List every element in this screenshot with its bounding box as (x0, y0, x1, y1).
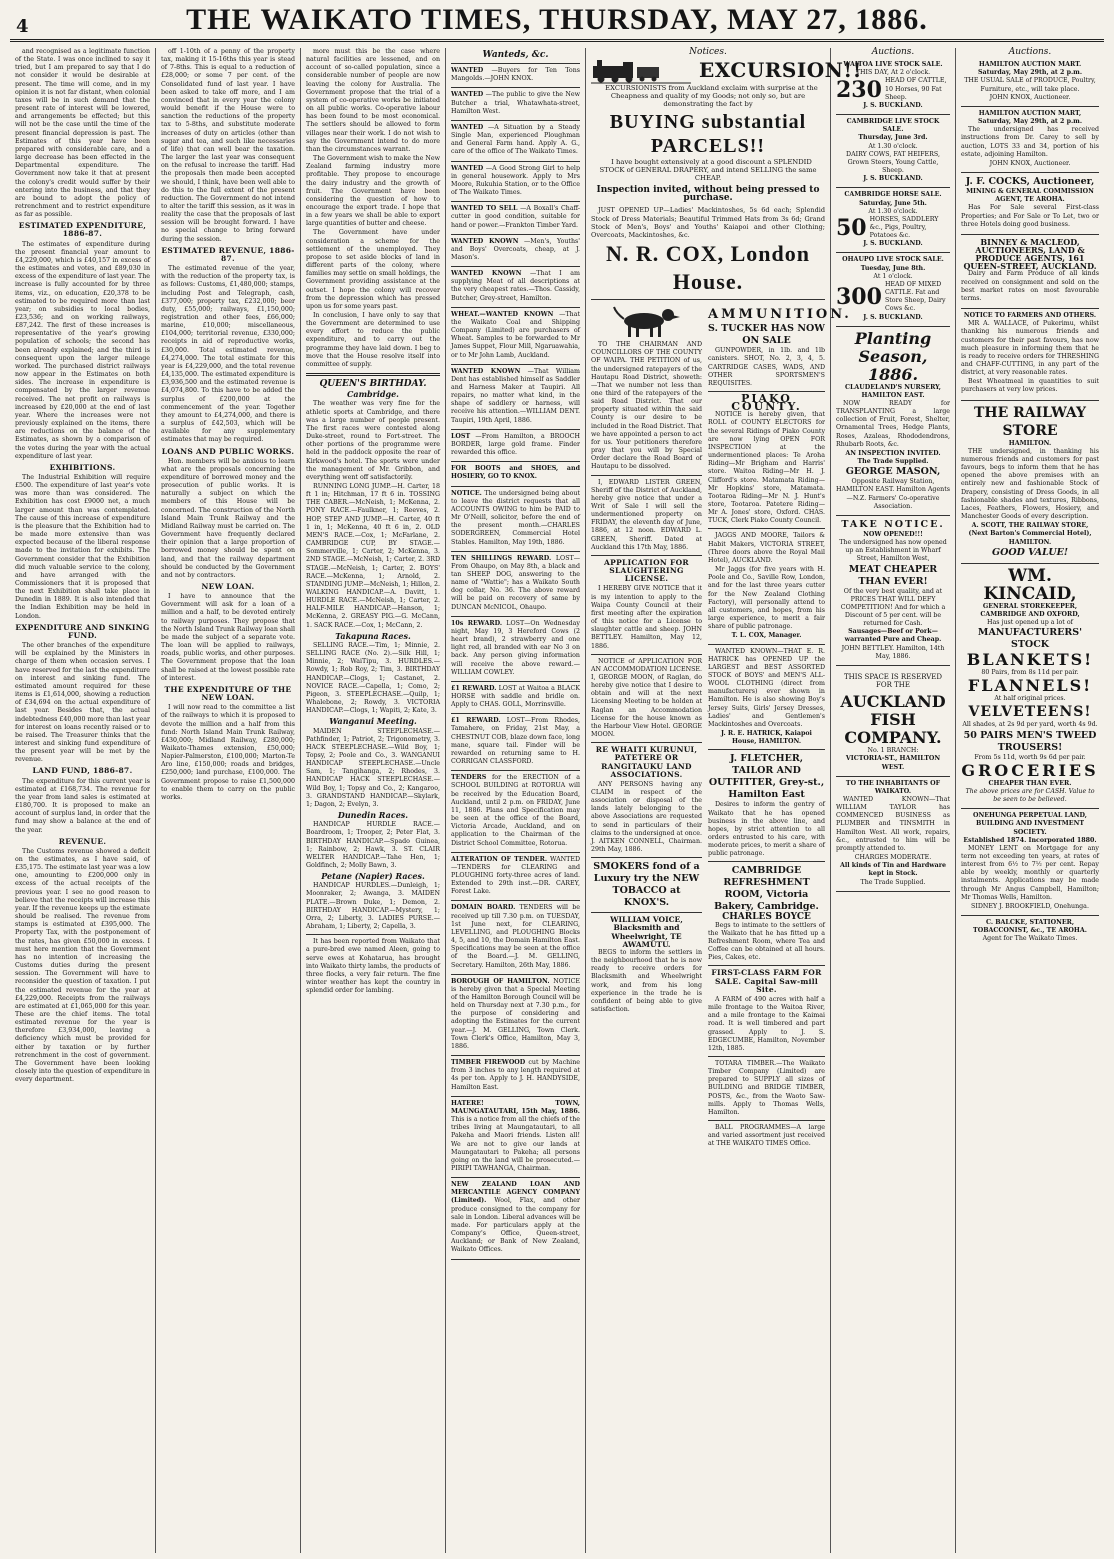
ad-title: TENDERS (451, 774, 487, 782)
classified-ad (451, 162, 580, 203)
article-paragraph: The Industrial Exhibition will require £500. The expenditure of last year's vote was more than was considered. The Exhibition has cost £9000 net, a much larger amount than was contemplated. The cause of this increase of expenditure is the pleasure that the Exhibition had to be made more extensive than was expected because of the liberal response made to the invitation for exhibits. The Government consider that the Exhibition did much valuable service to the colony, and have arranged with the Commissioners that it is proposed that the next Exhibition shall take place in Dunedin in 1889. It is also intended that the Indian Exhibition may be held in London. (15, 473, 150, 620)
branch-line: No. 1 BRANCH: (867, 747, 919, 755)
ad-body: —From Hamilton, a BROOCH BORDER, large gold frame. Finder rewarded this office. (451, 432, 580, 457)
ad-body: LOST—From Ohaupo, on May 8th, a black and tan SHEEP DOG, answering to the name of "Wattie"; has a Waikato South dog collar, No. 36. The above reward will be paid on recovery of same by DUNCAN McNICOL, Ohaupo. (451, 554, 580, 611)
classified-ad (451, 1178, 580, 1259)
article-paragraph: The estimates of expenditure during the present financial year amount to £4,229,000, which is £40,157 in excess of the estimates and votes, and £89,030 in excess of the expenditure of last year. The increase is fully accounted for by three items, viz., on education, £20,378 to be estimated to be required more than last year; on subsidies to local bodies, £23,536; and on working railways, £87,242. The first of these increases is representative of the year's growing population of schools; the second has been already explained; and the third is consequent upon the larger mileage worked. The purchased district railways now appear in the Estimates on both sides. The increase in expenditure is compensated by the larger revenue received. The net profit on railways is increased by £20,000 at the end of last year. Where the increases were not previously explained on the items, there are reductions on the balance of the Estimates, as shown by a comparison of the votes during the year with the actual expenditure of last year. (15, 240, 150, 460)
race-results: SELLING RACE.—Tim, 1; Minnie, 2. SELLING RACE (No. 2).—Silk Hill, 1; Minnie, 2; WaiTipu, 3. HURDLES.—Rowdy, 1; Rob Roy, 2; Tim, 3. BIRTHDAY HANDICAP.—Clogs, 1; Castanet, 2. NOVICE RACE.—Capella, 1; Como, 2; Pigeon, 3. STEEPLECHASE.—Quilp, 1; Whalebone, 2; Rowdy, 3. VICTORIA HANDICAP.—Clogs, 1; Wapiti, 2; Kate, 3. (306, 641, 440, 715)
groceries-heading: GROCERIES (961, 760, 1099, 780)
ad-title: WANTED (451, 123, 484, 131)
divider (708, 861, 825, 862)
auckland-word: AUCKLAND (840, 692, 946, 712)
balcke-ad (961, 916, 1099, 947)
ammunition-heading: AMMUNITION. (708, 307, 852, 323)
divider (591, 475, 702, 476)
railway-store-ad (961, 401, 1099, 564)
voice-text: BEGS to inform the settlers in the neighbourhood that he is now ready to receive orders for Blacksmith and Wheelwright work, and from his long experience in the trade he is confident of being able to give satisfaction. (591, 948, 702, 1013)
divider (591, 857, 702, 858)
cox-manager: T. L. COX, Manager. (731, 632, 802, 640)
onehunga-estab: Established 1874. Incorporated 1880. (963, 836, 1097, 844)
jaggs-ad: JAGGS AND MOORE, Tailors & Habit Makers, VICTORIA STREET, (Three doors above the Royal Mail Hotel), AUCKLAND. (708, 532, 825, 564)
divider (708, 1056, 825, 1057)
ad-body: —That the Waikato Coal and Shipping Company (Limited) are purchasers of Wheat. Samples to be forwarded to Mr James Suppet, Flour Mill, Ngaruawahia, or to Mr John Lamb, Auckland. (451, 310, 580, 359)
kincaid-text: Has just opened up a lot of (987, 618, 1073, 626)
nursery-ad (836, 327, 950, 516)
balcke-name: C. BALCKE, STATIONER, TOBACCONIST, &c., TE AROHA. (973, 919, 1087, 935)
tinware-line: All kinds of Tin and Hardware kept in Stock. (839, 862, 947, 878)
ad-body: —That I am supplying Meat of all descriptions at the very cheapest rates.—Thos. Cassidy, Butcher, Grey-street, Hamilton. (451, 270, 580, 302)
auctions-heading: Auctions. (871, 47, 915, 57)
ad-title: FOR BOOTS and SHOES, and HOSIERY, GO TO KNOX. (451, 465, 580, 481)
article-paragraph: Hon. members will be anxious to learn what are the proposals concerning the expenditure of borrowed money and the prosecution of public works. It is naturally a subject on which the members of this House will be concerned. The construction of the North Island Main Trunk Railway and the Midland Railway must be carried on. The Government have frequently declared their opinion that a large proportion of borrowed money should be spent on land, and that the railway department should be conducted by the Government and not by contractors. (161, 457, 295, 579)
just-opened-text: JUST OPENED UP—Ladies' Mackintoshes, 5s 6d each; Splendid Stock of Dress Materials; Beautiful Trimmed Hats from 3s 6d; Grand Stock of Men's, Boys' and Youths' Kaiapoi and other Clothing; Overcoats, Mackintoshes, &c. (591, 206, 825, 239)
manufacturers-stock: MANUFACTURERS' STOCK (977, 627, 1083, 651)
classified-ad (451, 552, 580, 617)
column-3 (301, 48, 446, 1553)
section-heading-wanganui: Wanganui Meeting. (329, 716, 417, 727)
horse-title: CAMBRIDGE HORSE SALE. (844, 191, 942, 199)
blankets-heading: BLANKETS! (966, 650, 1094, 670)
totara-text: TOTARA TIMBER.—The Waikato Timber Company (Limited) are prepared to SUPPLY all sizes of BUILDING and BRIDGE TIMBER, POSTS, &c., from the Waoto Saw-mills. Apply to Thomas Wells, Hamilton. (708, 1059, 825, 1116)
auctioneer-name: J. S. BUCKLAND. (863, 313, 923, 321)
horse-sale (836, 188, 950, 253)
classified-ads-list (451, 48, 580, 1260)
auctioneer-name: J. S. BUCKLAND. (863, 175, 923, 183)
classified-ad (451, 64, 580, 88)
auctions-heading-2: Auctions. (1008, 47, 1052, 57)
cocks-name: J. F. COCKS, Auctioneer, (965, 176, 1095, 188)
jaggs-text: Mr Jaggs (for five years with H. Poole and Co., Saville Row, London, and for the last three years cutter for the New Zealand Clothing Factory), will personally attend to all customers, and hopes, from his large experience, to merit a fair share of public patronage. (708, 566, 825, 631)
classified-ad (451, 682, 580, 714)
trade-supplied-2: The Trade Supplied. (860, 878, 926, 886)
ad-title: NOTICE. (451, 489, 482, 497)
column-1 (10, 48, 156, 1553)
cambridge-time: At 1.30 o'clock. (868, 142, 918, 150)
refreshment-heading: CAMBRIDGE REFRESHMENT ROOM, Victoria Bakery, Cambridge. (714, 865, 819, 913)
race-results: RUNNING LONG JUMP.—H. Carter, 18 ft 1 in; Hitchman, 17 ft 6 in. TOSSING THE CABER.—McNeish, 1; McKenna, 2. PONY RACE.—Faulkner, 1; Reeves, 2. HOP, STEP AND JUMP.—H. Carter, 40 ft 1 in, 1; McKenna, 40 ft 6 in, 2. OLD MEN'S RACE.—Cox, 1; McFarlane, 2. CAMBRIDGE CUP, BY STAGE.—Sommerville, 1; Carter, 2; McKenna, 3. 2ND STAGE.—McNeish, 1; Carter, 2. 3RD STAGE.—McNeish, 1; Carter, 2. BOYS' RACE.—McKenna, 1; Arnold, 2. STANDING JUMP.—McNeish, 1; Hillon, 2. WALKING HANDICAP.—A. Davitt, 1. HURDLE RACE.—McNeish, 1; Carter, 2. HALF-MILE HANDICAP.—Hanson, 1; McKenna, 2. GREASY PIG.—G. McCann, 1. SACK RACE.—Cox, 1; McCann, 2. (306, 482, 440, 629)
reserved-line: THIS SPACE IS RESERVED FOR THE (843, 672, 943, 690)
piako-heading: PIAKO COUNTY. (731, 391, 802, 414)
classified-ad (451, 121, 580, 162)
mart-title: HAMILTON AUCTION MART. (978, 61, 1082, 69)
cheaper-line: CHEAPER THAN EVER. (988, 779, 1072, 787)
classified-ad (451, 714, 580, 771)
ad-title: ALTERATION OF TENDER. (451, 855, 548, 863)
fish-company-ad (836, 666, 950, 777)
ohaupo-title: OHAUPO LIVE STOCK SALE. (842, 256, 944, 264)
two-col-notices (591, 303, 852, 1150)
cocks-ad (961, 173, 1099, 235)
classified-ad (451, 1097, 580, 1178)
cambridge-stock: DAIRY COWS, FAT HEIFERS, Grown Steers, Young Cattle, Sheep. (846, 150, 940, 175)
classified-ad (451, 901, 580, 974)
divider (306, 934, 440, 935)
cambridge-day: Thursday, June 3rd. (858, 134, 928, 142)
ad-body: for the ERECTION of a SCHOOL BUILDING at ROTORUA will be received by the Education Board, Auckland, until 2 p.m. on FRIDAY, June 11, 1886. Plans and Specification may be seen at the office of the Board, Victoria Arcade, Auckland, and on application to the Chairman of the District School Committee, Rotorua. (451, 774, 580, 847)
article-paragraph: I have to announce that the Government will ask for a loan of a million and a half, to be devoted entirely to railway purposes. They propose that the North Island Trunk Railway loan shall be made the subject of a separate vote. The loan will be applied to railways, roads, public works, and other purposes. The Government propose that the loan shall be raised at the lowest possible rate of interest. (161, 593, 295, 682)
scott-name: A. SCOTT, THE RAILWAY STORE, (Next Barton's Commercial Hotel), HAMILTON. (968, 522, 1092, 546)
tweed-text: From 5s 11d, worth 9s 6d per pair. (974, 753, 1086, 761)
notices-left (591, 303, 702, 1150)
excursion-text: EXCURSIONISTS from Auckland exclaim with surprise at the Cheapness and quality of my Goods; not only so, but are demonstrating the fact by (605, 84, 818, 109)
ad-title: DOMAIN BOARD. (451, 904, 516, 912)
article-paragraph: The Customs revenue showed a deficit on the estimates, as I have said, of £35,175. The estimate last year was a low one, amounting to £200,000 only in excess of the actual receipts of the previous year. I see no good reason to believe that the receipts will increase this year. If the revenue keeps up the estimate should be realised. The revenue from stamps is estimated at £395,000. The Property Tax, with the postponement of the rates, has given £50,000 in excess. I must here mention that the Government has no intention of increasing the Customs duties during the present session. The Government will have to reconsider the question of taxation. I put the estimated revenue for the year at £4,229,000. Receipts from the railways are estimated at £1,065,000 for this year. These are the chief items. The total estimated revenue for the year is therefore £3,934,000, leaving a deficiency which must be provided for either by taxation or by further retrenchment in the cost of government. The Government have been looking closely into the question of expenditure in every department. (15, 847, 150, 1084)
buying-text: I have bought extensively at a good discount a SPLENDID STOCK of GENERAL DRAPERY, and intend SELLING the same CHEAP. (599, 157, 817, 182)
race-results: HANDICAP HURDLES.—Dunleigh, 1; Moonraker, 2; Awanga, 3. MAIDEN PLATE.—Brown Duke, 1; Demon, 2. BIRTHDAY HANDICAP.—Mystery, 1; Orra, 2; Liberty, 3. LADIES PURSE.—Abraham, 1; Liberty, 2; Capella, 3. (306, 882, 440, 931)
plumber-ad (836, 777, 950, 892)
section-heading: THE EXPENDITURE OF THE NEW LOAN. (164, 684, 292, 703)
whaiti-heading: RE WHAITI KURUNUI, PATETERE OR RANGITAUKU LAND ASSOCIATIONS. (595, 745, 698, 779)
ad-body: LOST at Waitoa a BLACK HORSE with saddle and bridle on. Apply to CHAS. GOLL, Morrinsville. (451, 684, 580, 709)
ad-title: WHEAT.—WANTED KNOWN (451, 310, 554, 318)
classified-ad (451, 1056, 580, 1097)
plumber-text: WANTED KNOWN—That WILLIAM TAYLOR has COMMENCED BUSINESS as PLUMBER and TINSMITH in Hamilton West. All work, repairs, &c., entrusted to him will be promptly attended to. (836, 796, 950, 852)
divider (591, 654, 702, 655)
waitoa-stock-text: HEAD OF CATTLE, 10 Horses, 90 Fat Sheep. (884, 77, 947, 101)
section-heading: ESTIMATED EXPENDITURE, 1886-87. (18, 221, 147, 239)
article-paragraph: The estimated revenue of the year, with the reduction of the property tax, is as follows: Customs, £1,480,000; stamps, including Post and Telegraph, cash, £377,000; property tax, £232,000; beer duty, £55,000; railways, £1,150,000; registration and other fees, £66,000; marine, £10,000; miscellaneous, £104,000; territorial revenue, £330,000; receipts in aid of reproductive works, £30,000. Total estimated revenue, £4,274,000. The total estimate for this year is £4,229,000, and the total revenue £4,135,000. The estimated expenditure is £3,936,500 and the estimated revenue is £4,074,800. To this have to be added the surplus of £200,000 at the commencement of the year. Together they amount to £4,274,000, and there is a surplus of £42,503, which will be available for any supplementary estimates that may be required. (161, 265, 295, 444)
divider (708, 965, 825, 966)
section-heading: REVENUE. (58, 836, 107, 846)
bettley-sign: JOHN BETTLEY. Hamilton, 14th May, 1886. (841, 644, 945, 660)
meat-text: Of the very best quality, and at PRICES THAT WILL DEFY COMPETITION! And for which a Discount of 5 per cent. will be returned for Cash. (840, 587, 946, 628)
ohaupo-count: 300 (836, 284, 882, 311)
classified-ad (451, 617, 580, 682)
railway-store-sub: HAMILTON. (1008, 439, 1052, 447)
cox-london-house: N. R. COX, London House. (605, 241, 811, 295)
classified-ad (451, 462, 580, 486)
dog-icon (612, 305, 682, 339)
smokers-ad: SMOKERS fond of a Luxury try the NEW TOBACCO at KNOX'S. (593, 861, 700, 909)
inspection-line: Inspection invited, without being pressed to purchase. (596, 185, 820, 204)
fletcher-heading: J. FLETCHER, TAILOR AND OUTFITTER, Grey-st., Hamilton East (708, 753, 825, 801)
ad-body: TENDERS will be received up till 7.30 p.m. on TUESDAY, 1st June next, for CLEARING, LEVELLING, and PLOUGHING Blocks 4, 5, and 10, the Domain Hamilton East. Specifications may be seen at the office of the Board.—J. M. GELLING, Secretary. Hamilton, 26th May, 1886. (451, 904, 580, 969)
classified-ad (451, 853, 580, 902)
column-2 (156, 48, 301, 1553)
farm-heading: FIRST-CLASS FARM FOR SALE. Capital Saw-mill Site. (711, 968, 822, 994)
article-paragraph: In conclusion, I have only to say that the Government are determined to use every effort to reduce the public expenditure, and to carry out the programme they have laid down. I beg to move that the House resolve itself into committee of supply. (306, 312, 440, 368)
mart-auctioneer: JOHN KNOX, Auctioneer. (989, 93, 1071, 101)
ad-title: TEN SHILLINGS REWARD. (451, 554, 552, 562)
onehunga-ad (961, 809, 1099, 916)
section-heading: ESTIMATED REVENUE, 1886-87. (161, 245, 295, 263)
auctioneer-name: J. S. BUCKLAND. (863, 240, 923, 248)
sausages-line: Sausages—Beef or Pork—warranted Pure and Cheap. (844, 628, 942, 644)
ad-title: WANTED (451, 91, 484, 99)
classified-ad (451, 235, 580, 267)
mason-name: GEORGE MASON, (845, 466, 941, 478)
excursion-banner (591, 58, 862, 84)
article-paragraph: The Government have under consideration a scheme for the settlement of the unemployed. They propose to set aside blocks of land in different parts of the colony, where families may settle on small holdings, the Government providing assistance at the outset. I hope the colony will recover from the depression which has pressed upon us for some years past. (306, 229, 440, 310)
waitoa-sale (836, 58, 950, 115)
divider (708, 1120, 825, 1121)
mining-agent: MINING & GENERAL COMMISSION AGENT, TE AROHA. (966, 188, 1094, 204)
ad-title: HATERE! TOWN, MAUNGATAUTARI, 15th May, 1886. (451, 1099, 580, 1115)
moderate-charges: CHARGES MODERATE. (854, 854, 932, 862)
farmers-heading: NOTICE TO FARMERS AND OTHERS. (963, 312, 1097, 320)
divider (708, 644, 825, 645)
section-heading: NEW LOAN. (201, 582, 255, 591)
green-sheriff-text: I, EDWARD LISTER GREEN, Sheriff of the District of Auckland, hereby give notice that under a Writ of Sale I will sell the undermentioned property on FRIDAY, the eleventh day of June, 1886, at 12 noon. EDWARD L. GREEN, Sheriff. Dated at Auckland this 17th May, 1886. (591, 478, 702, 551)
auction-mart-1 (961, 58, 1099, 107)
ad-title: BOROUGH OF HAMILTON. (451, 977, 550, 985)
article-paragraph: It has been reported from Waikato that a pure-bred ewe named Aleen, going to serve ewes at Kohatarua, has brought into Waikato thirty lambs, the products of three flocks, a very fair return. The fine winter weather has kept the country in splendid order for lambing. (306, 938, 440, 995)
ad-title: WANTED KNOWN (451, 237, 519, 245)
inhabitants-heading: TO THE INHABITANTS OF WAIKATO. (845, 779, 941, 795)
binney-text: Dairy and Farm Produce of all kinds received on consignment and sold on the best market rates on most favourable terms. (961, 270, 1099, 302)
classified-ad (451, 430, 580, 462)
tweed-heading: 50 PAIRS MEN'S TWEED TROUSERS! (963, 729, 1097, 753)
hatrick-text: WANTED KNOWN—THAT E. R. HATRICK has OPENED UP the LARGEST and BEST ASSORTED STOCK of BOYS' and MEN'S ALL-WOOL CLOTHING (direct from manufacturers) ever shown in Hamilton. He is also showing Boy's Jersey Suits, Girls' Jersey Dresses, Ladies' and Gentlemen's Mackintoshes and Overcoats. (708, 647, 825, 728)
dog-illustration (591, 305, 702, 339)
article-paragraph: The Government wish to make the New Zealand farming industry more profitable. They propose to encourage the dairy industry and the growth of fruit. The Government have been considering the question of how to encourage the export trade. I hope that in a few years we shall be able to export large quantities of butter and cheese. (306, 155, 440, 228)
horse-day: Saturday, June 5th. (859, 199, 927, 207)
horse-time: At 1.30 o'clock. (868, 207, 918, 215)
divider (591, 742, 702, 743)
divider (591, 299, 825, 300)
section-subtitle-cambridge: Cambridge. (347, 389, 399, 400)
ad-body: LOST—On Wednesday night, May 19, 3 Hereford Cows (2 heart brand), 2 strawberry and one light red, all branded with ear No 3 on back. Any person giving information will receive the above reward.—WILLIAM COWLEY. (451, 619, 580, 676)
ohaupo-stock (836, 281, 950, 314)
binney-ad (961, 235, 1099, 309)
ad-body: cut by Machine from 3 inches to any length required at 4s per ton. Apply to J. H. HANDYSIDE, Hamilton East. (451, 1059, 580, 1091)
ohaupo-stock-text: HEAD OF MIXED CATTLE. Fat and Store Sheep, Dairy Cows &c. (884, 280, 946, 313)
article-paragraph: I will now read to the committee a list of the railways to which it is proposed to devote the million and a half from this fund: North Island Main Trunk Railway, £430,000; Midland Railway, £280,000; Waikato-Thames extension, £50,000; Napier-Palmerston, £100,000; Marton-Te Aro line, £150,000; roads and bridges, £250,000; land purchase, £100,000. The Government propose to raise £1,500,000 to enable them to carry on the public works. (161, 704, 295, 801)
section-heading: LOANS AND PUBLIC WORKS. (161, 446, 295, 456)
ad-title: £1 REWARD. (451, 717, 501, 725)
ohaupo-time: At 1 o'clock. (873, 272, 913, 280)
section-heading-petane: Petane (Napier) Races. (321, 871, 425, 882)
planting-heading: Planting Season, 1886. (854, 328, 932, 384)
gunpowder-text: GUNPOWDER, in 1lb. and 1lb canisters. SHOT, No. 2, 3, 4, 5. CARTRIDGE CASES, WADS, AND OTHER SPORTSMEN'S REQUISITES. (708, 347, 825, 387)
buying-heading: BUYING substantial PARCELS!! (609, 110, 807, 157)
railway-store-title: THE RAILWAY STORE (973, 404, 1087, 439)
kincaid-sub: GENERAL STOREKEEPER, CAMBRIDGE AND OXFORD, (980, 602, 1080, 618)
ad-title: WANTED (451, 67, 484, 75)
divider (591, 912, 702, 913)
waitoa-title: WAITOA LIVE STOCK SALE. (843, 61, 943, 69)
tucker-heading: S. TUCKER HAS NOW ON SALE (708, 323, 825, 347)
kincaid-ad (961, 564, 1099, 810)
columns (10, 48, 1104, 1553)
classified-ad (451, 975, 580, 1056)
kincaid-name: WM. KINCAID, (983, 565, 1077, 604)
section-title-queens-birthday: QUEEN'S BIRTHDAY. (319, 379, 427, 390)
moon-licence-text: NOTICE of APPLICATION FOR AN ACCOMMODATION LICENSE. I, GEORGE MOON, of Raglan, do hereby give notice that I desire to obtain and will at the next Licensing Meeting to be holden at Raglan an Accommodation License for the house known as the Harbour View Hotel. GEORGE MOON. (591, 657, 702, 739)
article-paragraph: off 1-10th of a penny of the property tax, making it 15-16ths this year is stead of 7-8ths. This is equal to a reduction of £28,000; or some 7 per cent. of the Consolidated fund of last year. I have been asked to take off more, and I am convinced that in every year the colony would benefit if the House were to sanction the reductions of the property tax to 5-8ths, and substitute moderate increases of duty on articles (other than sugar and tea, and such like necessaries of life) that can well bear the taxation. The larger the last year was consequent on the refusal to increase the tariff. Had the proposals then made been accepted we should, I think, have been well able to do this to the full extent of the present reduction. The Government do not intend to alter the tariff this session, as it was in reality the case that the proposals of last session will be brought forward. I have no special change to bring forward during the session. (161, 48, 295, 243)
ad-body: LOST—From Rhodes, Tamahere, on Friday, 21st May, a CHESTNUT COB, blaze down face, long mane, square tail. Finder will be rewarded on returning same to H. CORRIGAN CLASSFORD. (451, 717, 580, 766)
take-notice: TAKE NOTICE. (841, 518, 945, 530)
whaiti-text: ANY PERSONS having any CLAIM in respect of the association or disposal of the lands lately belonging to the above Associations are requested to send in particulars of their claims to the undersigned at once. J. AITKEN CONNELL, Chairman. 29th May, 1886. (591, 780, 702, 854)
victoria-street: VICTORIA-ST., HAMILTON WEST. (845, 755, 941, 771)
ad-body: NOTICE is hereby given that a Special Meeting of the Hamilton Borough Council will be held on Thursday next at 7.30 p.m., for the purpose of considering and adopting the Estimates for the current year.—J. M. GELLING, Town Clerk. Town Clerk's Office, Hamilton, May 3, 1886. (451, 977, 580, 1050)
masthead (10, 3, 1104, 42)
waitoa-day: THIS DAY, At 2 o'clock. (855, 69, 931, 77)
column-7-auctions (956, 48, 1104, 1553)
horse-count: 50 (836, 215, 867, 242)
ad-title: LOST (451, 432, 471, 440)
petition-text: TO THE CHAIRMAN AND COUNCILLORS OF THE COUNTY OF WAIPA. THE PETITION of us, the undersigned ratepayers of the Hautapu Road District, showeth:—That we number not less than one third of the ratepayers of the said Road District. That our property situated within the said County is our desire to be included in the Road District. That we have appointed a person to act for us. Your petitioners therefore pray that you will by Special Order declare the Road Board of Hautapu to be dissolved. (591, 341, 702, 471)
ad-body: Wool, Flax, and other produce consigned to the company for sale in London. Liberal advances will be made. For particulars apply at the Company's Office, Queen-street, Auckland; or Bank of New Zealand, Waikato Offices. (451, 1197, 580, 1254)
article-paragraph: and recognised as a legitimate function of the State. I was once inclined to say it tried, but I am prepared to say that I do not consider it would be desirable at present. The time will come, and in my opinion it is not far distant, when colonial taxes will be in such demand that the present rate of interest will be lowered, and arrangements be effected; but this will not be the case until the time of the present financial depression is past. The Estimates of this year have been prepared with considerable care, and a large decrease has been effected in the Departmental expenditure. The Government now take it that at present the colony's credit would suffer by their entering into the business, and that they are bound to adopt the policy of retrenchment and to restrict expenditure as far as possible. (15, 48, 150, 219)
race-results: HANDICAP HURDLE RACE.—Boardroom, 1; Trooper, 2; Peter Flat, 3. BIRTHDAY HANDICAP.—Spado Guinea, 1; Rainbow, 2; Hawk, 3. ST. CLAIR WELTER HANDICAP.—Tahe Hen, 1; Goldfinch, 2; Molly Bawn, 3. (306, 821, 440, 869)
mart-date: Saturday, May 29th, at 2 p.m. (977, 69, 1083, 77)
ad-body: —A Boxall's Chaff-cutter in good condition, suitable for hand or power.—Frankton Timber Yard. (451, 205, 580, 229)
onehunga-heading: ONEHUNGA PERPETUAL LAND, BUILDING AND INVESTMENT SOCIETY. (973, 812, 1087, 836)
meat-heading: MEAT CHEAPER THAN EVER! (848, 563, 938, 587)
mart2-date: Saturday, May 29th, at 2 p.m. (977, 118, 1083, 126)
cambridge-sale (836, 115, 950, 188)
section-heading: EXPENDITURE AND SINKING FUND. (15, 622, 150, 640)
divider (708, 528, 825, 529)
hatrick-name: J. R. E. HATRICK, Kaiapoi House, HAMILTON. (721, 730, 812, 746)
balcke-agent: Agent for The Waikato Times. (982, 935, 1078, 943)
licence-heading: APPLICATION FOR SLAUGHTERING LICENSE. (604, 557, 689, 584)
railway-store-text: THE undersigned, in thanking his numerous friends and customers for past favours, begs to inform them that he has opened the above premises with an entirely new and fashionable Stock of Drapery, consisting of Dress Goods, in all fashionable shades and textures, Ribbons, Laces, Feathers, Flowers, Hosiery, and Manchester Goods of every description. (961, 447, 1099, 521)
inspection-invited: AN INSPECTION INVITED. (845, 449, 941, 457)
divider (591, 555, 702, 556)
ad-title: 10s REWARD. (451, 619, 503, 627)
ball-text: BALL PROGRAMMES—A large and varied assortment just received at THE WAIKATO TIMES Office. (708, 1124, 825, 1148)
ad-title: NEW ZEALAND LOAN AND MERCANTILE AGENCY COMPANY (Limited). (451, 1181, 580, 1205)
wanteds-heading (451, 48, 580, 64)
classified-ad (451, 88, 580, 120)
classified-ad (451, 487, 580, 552)
ad-body: —Men's, Youths' and Boys' Overcoats, cheap, at J. Mason's. (451, 237, 580, 261)
brookfield-sign: SIDNEY J. BROOKFIELD, Onehunga. (971, 902, 1089, 910)
flannels-text: At half original prices. (994, 695, 1066, 703)
wallace-text: MR A. WALLACE, of Pukerimu, whilst thanking his numerous friends and customers for their past favours, has now much pleasure in informing them that he is ready to receive orders for THRESHING and CHAFF-CUTTING, in any part of the district, at very reasonable rates. (961, 320, 1099, 377)
divider (306, 373, 440, 376)
race-results: MAIDEN STEEPLECHASE.—Pathfinder, 1; Patriot, 2; Trigonometry, 3. HACK STEEPLECHASE.—Wild Boy, 1; Topsy, 2; Poole and Co., 3. WANGANUI HANDICAP STEEPLECHASE.—Uncle Sam, 1; Tangihanga, 2; Rhodes, 3. HANDICAP HACK STEEPLECHASE.—Wild Boy, 1; Topsy and Co., 2; Kangaroo, 3. GRANDSTAND HANDICAP.—Skylark, 1; Dagon, 2; Evelyn, 3. (306, 727, 440, 808)
section-heading-dunedin: Dunedin Races. (337, 810, 409, 821)
ad-body: WANTED—TENDERS for CLEARING and PLOUGHING forty-three acres of land. Extended to 29th inst.—DR. CAREY, Forest Lake. (451, 855, 580, 896)
boyce-text: Begs to intimate to the settlers of the Waikato that he has fitted up a Refreshment Room, where Tea and Coffee can be obtained at all hours. Pies, Cakes, etc. (708, 921, 825, 962)
ohaupo-day: Tuesday, June 8th. (860, 264, 926, 272)
ad-title: WANTED (451, 164, 484, 172)
ad-title: WANTED KNOWN (451, 367, 521, 375)
waitoa-stock (836, 77, 950, 101)
horse-stock-text: HORSES, SADDLERY &c., Pigs, Poultry, Potatoes &c. (869, 215, 939, 240)
nursery-text: NOW READY for TRANSPLANTING a large collection of Fruit, Forest, Shelter, Ornamental Trees, Hedge Plants, Roses, Azaleas, Rhododendrons, Rhubarb Roots, &c. (836, 400, 950, 448)
article-paragraph: The expenditure for this current year is estimated at £168,734. The revenue for the year from land sales is estimated at £180,700. It is proposed to make an account of surplus land, in order that the fund may show a balance at the end of the year. (15, 777, 150, 834)
section-heading: EXHIBITIONS. (49, 462, 116, 472)
divider (708, 749, 825, 750)
ad-body: —Buyers for Ten Tons Mangolds.—JOHN KNOX. (451, 67, 580, 83)
ad-body: —A Situation by a Steady Single Man, experienced Ploughman and General Farm hand. Apply A. G., care of the office of The Waikato Times. (451, 123, 580, 156)
page-number-left: 4 (16, 16, 29, 37)
auction-mart-2 (961, 107, 1099, 173)
wheatmeal-text: Best Wheatmeal in quantities to suit purchasers at very low prices. (961, 378, 1099, 394)
ad-body: The undersigned being about to leave the district requests that all ACCOUNTS OWING to him be PAID to Mr O'Neill, solicitor, before the end of the present month.—CHARLES SODERGREEN, Commercial Hotel Stables. Hamilton, May 19th, 1886. (451, 489, 580, 546)
good-value: GOOD VALUE! (991, 546, 1069, 558)
velveteens-heading: VELVETEENS! (968, 704, 1092, 721)
licence-text: I HEREBY GIVE NOTICE that it is my intention to apply to the Waipa County Council at their first meeting after the expiration of this notice for a License to slaughter cattle and sheep. JOHN BETTLEY. Hamilton, May 12, 1886. (591, 585, 702, 650)
trade-supplied: The Trade Supplied. (857, 458, 929, 466)
classified-ad (451, 267, 580, 308)
ad-title: WANTED KNOWN (451, 270, 522, 278)
classified-ad (451, 308, 580, 365)
notices-right (708, 303, 852, 1150)
waitoa-count: 230 (836, 76, 882, 103)
classified-ad (451, 771, 580, 852)
cash-line: The above prices are for CASH. Value to be seen to be believed. (965, 787, 1095, 804)
blankets-text: 80 Pairs, from 8s 11d per pair. (981, 669, 1079, 677)
piako-text: NOTICE is hereby given, that ROLL of COUNTY ELECTORS for the several Ridings of Piako County are now lying OPEN FOR INSPECTION at the undermentioned places: Te Aroha Riding—Mr Brigham and Harris' store. Waitoa Riding—Mr H. J. Clifford's store. Matamata Riding—Mr Hopkins' store, Matamata. Tootaroa Riding—Mr N. J. Hunt's store, Tootaroa. Patetere Riding—Mr A. Jones' store, Oxford. CHAS. TUCK, Clerk Piako County Council. (708, 411, 825, 525)
ad-body: —A Good Strong Girl to help in general housework. Apply to Mrs Moore, Rukuhia Station, or to the Office of The Waikato Times. (451, 164, 580, 197)
classified-ad (451, 202, 580, 234)
mart2-text: The undersigned has received instructions from Dr. Carey to sell by auction, LOTS 33 and 34, portion of his estate, adjoining Hamilton. (961, 126, 1099, 158)
ohaupo-sale (836, 253, 950, 326)
velveteens-text: All shades, at 2s 9d per yard, worth 4s 9d. (962, 721, 1098, 729)
now-opened: NOW OPENED!!! (863, 530, 923, 538)
article-paragraph: The weather was very fine for the athletic sports at Cambridge, and there was a large number of people present. The first races were contested along Duke-street, round to Fort-street. The other portions of the programme were held in the paddock opposite the rear of Kirkwood's hotel. The sports were under the management of Mr. Gribbon, and everything went off satisfactorily. (306, 400, 440, 481)
fish-company: FISH COMPANY. (844, 710, 942, 748)
notices-heading: Notices. (689, 47, 727, 57)
wallace-ad (961, 309, 1099, 401)
section-heading: LAND FUND, 1886-87. (32, 766, 133, 776)
ad-body: —That William Dent has established himself as Saddler and Harness Maker at Taupiri. All repairs, no matter what kind, in the shape of saddlery or harness, will receive his attention.—WILLIAM DENT. Taupiri, 19th April, 1886. (451, 367, 580, 424)
section-heading-takapuna: Takapuna Races. (335, 630, 411, 641)
ad-title: £1 REWARD. (451, 684, 497, 692)
mart-text: THE USUAL SALE of PRODUCE, Poultry, Furniture, etc., will take place. (964, 77, 1096, 93)
binney-name: BINNEY & MACLEOD, AUCTIONEERS, LAND & PRODUCE AGENTS, 161 QUEEN-STREET, AUCKLAND. (963, 236, 1097, 272)
meat-ad (836, 516, 950, 666)
cambridge-title: CAMBRIDGE LIVE STOCK SALE. (846, 118, 940, 134)
ad-title: WANTED TO SELL (451, 205, 518, 213)
ad-title: Wanteds, &c. (482, 50, 549, 60)
column-4-wanteds (446, 48, 586, 1553)
onehunga-text: MONEY LENT on Mortgage for any term not exceeding ten years, at rates of interest from 6½ to 7½ per cent. Repay able by weekly, monthly or quarterly instalments. Applications may be made through Mr Angus Campbell, Hamilton; Mr Thomas Wells, Hamilton. (961, 844, 1099, 901)
column-6-auctions (831, 48, 956, 1553)
nursery-name: CLAUDELAND'S NURSERY, HAMILTON EAST. (844, 383, 941, 399)
mason-text: Opposite Railway Station, HAMILTON EAST. Hamilton Agents—N.Z. Farmers' Co-operative Association. (836, 478, 950, 510)
boyce-name: CHARLES BOYCE (722, 912, 811, 923)
horse-stock (836, 216, 950, 240)
auctioneer-name: J. S. BUCKLAND. (863, 101, 923, 109)
ad-title: TIMBER FIREWOOD (451, 1059, 526, 1067)
mart2-auctioneer: JOHN KNOX, Auctioneer. (989, 159, 1071, 167)
classified-ad (451, 365, 580, 430)
ad-body: This is a notice from all the chiefs of the tribes living at Maungatautari, to all Pakeha and Maori friends. Listen all! We are not to give our lands at Maungatautari to Pakeha; all persons going on the land will be prosecuted.—PIRIPI TAWHANGA, Chairman. (451, 1116, 580, 1172)
take-text: The undersigned has now opened up an Establishment in Wharf Street, Hamilton West, (839, 539, 947, 563)
article-paragraph: more must this be the case where natural facilities are lessened, and on account of so-called population, since a considerable number of people are now leaving the colony for Australia. The Government propose that the trial of a system of co-operative works be initiated on all public works. Co-operative labour has been found to be most economical. The settlers should be allowed to form villages near their work. I do not wish to say the Government intend to do more than the circumstances warrant. (306, 48, 440, 153)
fletcher-text: Desires to inform the gentry of Waikato that he has opened business in the above line, and hopes, by strict attention to all orders entrusted to his care, with moderate prices, to merit a share of public patronage. (708, 801, 825, 858)
farm-text: A FARM of 490 acres with half a mile frontage to the Waitoa River, and a mile frontage to the Kaimai road. It is well timbered and part grassed. Apply to J. S. EDGECUMBE, Hamilton, November 12th, 1885. (708, 995, 825, 1052)
mart2-title: HAMILTON AUCTION MART, (978, 109, 1082, 117)
ad-body: —The public to give the New Butcher a trial, Whatawhata-street, Hamilton West. (451, 91, 580, 115)
article-paragraph: The other branches of the expenditure will be explained by the Ministers in charge of them when occasion serves. I have reserved for the last the expenditure on interest and sinking fund. The estimated amount required for these items is £1,614,000, showing a reduction of £34,694 on the actual expenditure of last year. Besides that, the actual indebtedness £40,000 more than last year for interest on loans recently raised or to be raised. The Treasurer thinks that the interest and sinking fund expenditure of the present year will be met by the revenue. (15, 642, 150, 764)
excursion-title: EXCURSION!! (699, 58, 862, 83)
mining-text: Has For Sale several First-class Properties; and For Sale or To Let, two or three Hotels doing good business. (961, 204, 1099, 228)
voice-heading: WILLIAM VOICE, Blacksmith and Wheelwright, TE AWAMUTU. (610, 915, 683, 949)
newspaper-title: THE WAIKATO TIMES, THURSDAY, MAY 27, 1886. (186, 3, 928, 36)
flannels-heading: FLANNELS! (967, 676, 1093, 696)
